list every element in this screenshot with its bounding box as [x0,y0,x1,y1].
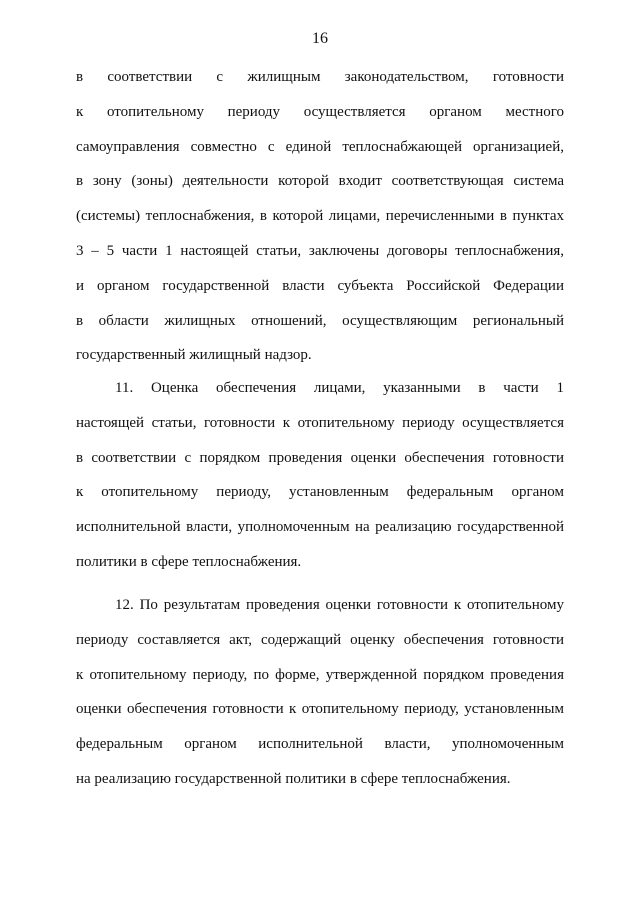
text-line: периоду составляется акт, содержащий оценку обеспечения готовности [76,631,564,648]
paragraph-continuation [76,60,564,373]
paragraph-12 [76,588,564,797]
text-line: настоящей статьи, готовности к отопительному периоду осуществляется [76,414,564,431]
text-line: (системы) теплоснабжения, в которой лицами, перечисленными в пунктах [76,208,564,225]
text-line: к отопительному периоду осуществляется органом местного [76,103,564,120]
paragraph-11 [76,371,564,580]
text-line: федеральным органом исполнительной власти, уполномоченным [76,736,564,753]
text-line: в соответствии с порядком проведения оценки обеспечения готовности [76,449,564,466]
text-line: в области жилищных отношений, осуществляющим региональный [76,312,564,329]
text-line: 11. Оценка обеспечения лицами, указанными в части 1 [115,380,564,396]
text-line: к отопительному периоду, по форме, утвержденной порядком проведения [76,666,564,683]
text-line: и органом государственной власти субъекта Российской Федерации [76,277,564,294]
page-number: 16 [312,30,328,47]
text-line: в соответствии с жилищным законодательством, готовности [76,69,564,85]
text-line: государственный жилищный надзор. [76,347,312,364]
text-line: в зону (зоны) деятельности которой входит соответствующая система [76,173,564,190]
text-line: к отопительному периоду, установленным федеральным органом [76,484,564,501]
text-line: оценки обеспечения готовности к отопительному периоду, установленным [76,701,564,718]
text-line: самоуправления совместно с единой теплоснабжающей организацией, [76,138,564,155]
text-line: 3 – 5 части 1 настоящей статьи, заключены договоры теплоснабжения, [76,242,564,259]
text-line: на реализацию государственной политики в сфере теплоснабжения. [76,770,511,787]
text-line: политики в сфере теплоснабжения. [76,553,302,570]
text-line: исполнительной власти, уполномоченным на реализацию государственной [76,519,564,536]
text-line: 12. По результатам проведения оценки готовности к отопительному [115,597,564,613]
